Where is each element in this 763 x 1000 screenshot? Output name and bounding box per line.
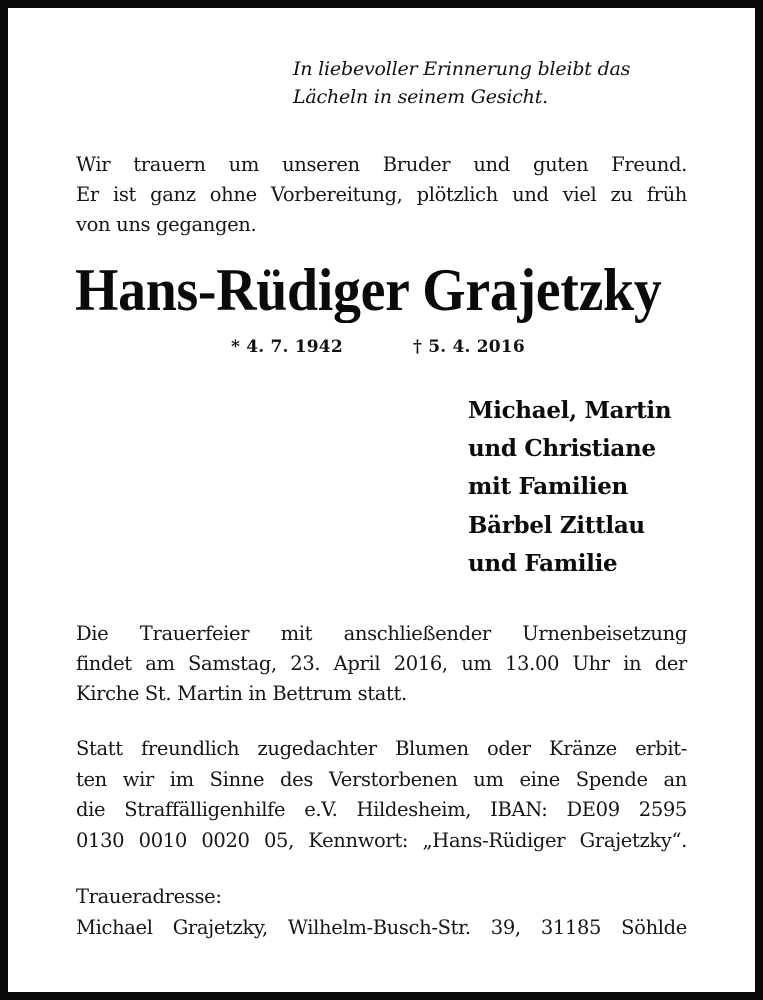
address-value: Michael Grajetzky, Wilhelm-Busch-Str. 39, 31185 Söhlde [76,916,687,939]
mourner-line-5: und Familie [468,550,618,577]
donation-line-4: 0130 0010 0020 05, Kennwort: „Hans-Rüdiger Grajetzky“. [76,829,687,852]
death-date: † 5. 4. 2016 [413,337,525,357]
intro-line-3: von uns gegangen. [76,213,257,236]
address-label: Traueradresse: [76,885,222,908]
ceremony-line-1: Die Trauerfeier mit anschließender Urnenbeisetzung [76,622,687,645]
mourner-line-4: Bärbel Zittlau [468,512,645,539]
deceased-name: Hans-Rüdiger Grajetzky [75,257,662,323]
quote-line-2: Lächeln in seinem Gesicht. [293,86,548,108]
intro-line-2: Er ist ganz ohne Vorbereitung, plötzlich und viel zu früh [76,183,687,206]
quote-line-1: In liebevoller Erinnerung bleibt das [293,58,631,80]
birth-date: * 4. 7. 1942 [231,337,343,357]
mourner-line-2: und Christiane [468,435,656,462]
mourner-line-1: Michael, Martin [468,397,672,424]
donation-line-2: ten wir im Sinne des Verstorbenen um eine Spende an [76,768,687,791]
ceremony-line-3: Kirche St. Martin in Bettrum statt. [76,682,407,705]
ceremony-line-2: findet am Samstag, 23. April 2016, um 13.00 Uhr in der [76,652,687,675]
donation-line-3: die Straffälligenhilfe e.V. Hildesheim, IBAN: DE09 2595 [76,798,687,821]
mourner-line-3: mit Familien [468,473,628,500]
intro-line-1: Wir trauern um unseren Bruder und guten Freund. [76,153,687,176]
donation-line-1: Statt freundlich zugedachter Blumen oder Kränze erbit- [76,737,687,760]
